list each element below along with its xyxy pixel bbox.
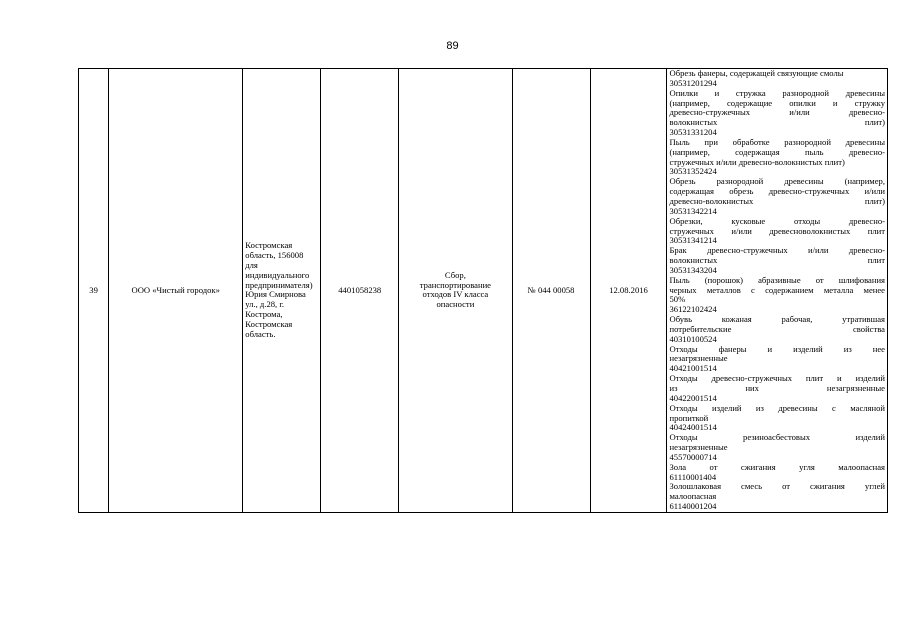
waste-description-line: Опилки и стружка разнородной древесины bbox=[669, 87, 885, 98]
waste-code: 30531341214 bbox=[669, 235, 717, 246]
address-line: Юрия Смирнова bbox=[245, 289, 306, 300]
waste-description-line: 50% bbox=[669, 294, 686, 305]
row-number-cell: 39 bbox=[79, 69, 109, 513]
organization-name-cell: ООО «Чистый городок» bbox=[109, 69, 243, 513]
license-number-cell: № 044 00058 bbox=[512, 69, 590, 513]
waste-description-line: волокнистых плит) bbox=[669, 117, 885, 128]
address-line: область, 156008 bbox=[245, 250, 304, 261]
waste-code: 30531201294 bbox=[669, 77, 717, 88]
waste-description-line: потребительские свойства bbox=[669, 323, 885, 334]
waste-code: 40310100524 bbox=[669, 333, 717, 344]
table-row bbox=[79, 69, 888, 513]
address-line: Костромская bbox=[245, 319, 293, 330]
activity-line: Сбор, bbox=[444, 269, 466, 280]
page-number: 89 bbox=[446, 40, 459, 52]
address-line: для bbox=[245, 259, 258, 270]
waste-description-line: стружечных и/или древесно-волокнистых плит) bbox=[669, 156, 845, 167]
address-line: Костромская bbox=[245, 240, 293, 251]
activity-line: транспортирование bbox=[419, 279, 491, 290]
waste-description-line: Обрезь фанеры, содержащей связующие смолы bbox=[669, 68, 844, 78]
activity-line: отходов IV класса bbox=[422, 289, 489, 300]
waste-description-line: Обувь кожаная рабочая, утратившая bbox=[669, 314, 885, 325]
waste-code: 30531352424 bbox=[669, 166, 717, 177]
address-cell bbox=[243, 69, 321, 513]
waste-description-line: незагрязненные bbox=[669, 353, 728, 364]
inn-cell: 4401058238 bbox=[321, 69, 399, 513]
waste-description-line: Обрезь разнородной древесины (например, bbox=[669, 176, 885, 187]
address-line: индивидуального bbox=[245, 269, 310, 280]
waste-code: 45570000714 bbox=[669, 451, 717, 462]
waste-code: 61110001404 bbox=[669, 471, 717, 482]
waste-code: 61140001204 bbox=[669, 501, 717, 512]
waste-list-cell bbox=[667, 69, 888, 513]
waste-code: 30531331204 bbox=[669, 127, 717, 138]
waste-description-line: Обрезки, кусковые отходы древесно- bbox=[669, 215, 885, 226]
waste-description-line: древесно-стружечных и/или древесно- bbox=[669, 107, 885, 118]
activity-line: опасности bbox=[436, 299, 475, 310]
waste-description-line: содержащая обрезь древесно-стружечных и/или bbox=[669, 186, 885, 197]
waste-description-line: Отходы древесно-стружечных плит и изделий bbox=[669, 373, 885, 384]
waste-description-line: Зола от сжигания угля малоопасная bbox=[669, 461, 885, 472]
license-date-cell: 12.08.2016 bbox=[590, 69, 667, 513]
waste-description-line: Отходы изделий из древесины с масляной bbox=[669, 402, 885, 413]
waste-description-line: (например, содержащие опилки и стружку bbox=[669, 97, 885, 108]
waste-description-line: незагрязненные bbox=[669, 442, 728, 453]
waste-description-line: пропиткой bbox=[669, 412, 709, 423]
address-line: предпринимателя) bbox=[245, 279, 313, 290]
waste-code: 30531342214 bbox=[669, 205, 717, 216]
address-line: ул., д.28, г. bbox=[245, 299, 285, 310]
waste-description-line: малоопасная bbox=[669, 491, 717, 502]
waste-description-line: черных металлов с содержанием металла менее bbox=[669, 284, 885, 295]
waste-description-line: Отходы фанеры и изделий из нее bbox=[669, 343, 885, 354]
waste-description-line: волокнистых плит bbox=[669, 255, 885, 266]
waste-description-line: Пыль при обработке разнородной древесины bbox=[669, 136, 885, 147]
activity-cell bbox=[399, 69, 512, 513]
waste-code: 40422001514 bbox=[669, 392, 717, 403]
waste-description-line: Отходы резиноасбестовых изделий bbox=[669, 432, 885, 443]
waste-code: 36122102424 bbox=[669, 304, 717, 315]
registry-table bbox=[78, 68, 888, 513]
waste-description-line: стружечных и/или древесноволокнистых плит bbox=[669, 225, 885, 236]
waste-description-line: древесно-волокнистых плит) bbox=[669, 195, 885, 206]
address-line: Кострома, bbox=[245, 309, 283, 320]
waste-description-line: Брак древесно-стружечных и/или древесно- bbox=[669, 245, 885, 256]
address-line: область. bbox=[245, 328, 276, 339]
waste-code: 40421001514 bbox=[669, 363, 717, 374]
waste-code: 30531343204 bbox=[669, 264, 717, 275]
waste-description-line: из них незагрязненные bbox=[669, 383, 885, 393]
waste-code: 40424001514 bbox=[669, 422, 717, 433]
waste-description-line: Пыль (порошок) абразивные от шлифования bbox=[669, 274, 885, 285]
waste-description-line: (например, содержащая пыль древесно- bbox=[669, 146, 885, 157]
waste-description-line: Золошлаковая смесь от сжигания углей bbox=[669, 481, 885, 492]
